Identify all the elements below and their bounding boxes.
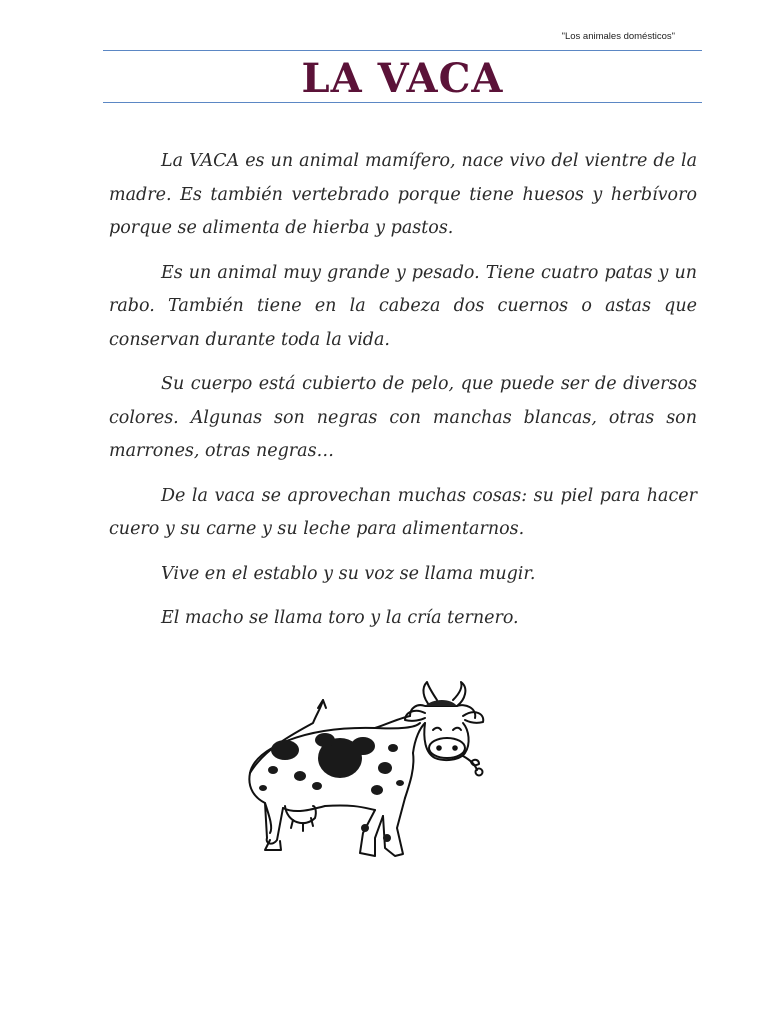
title-top-rule	[103, 50, 702, 51]
paragraph-family: El macho se llama toro y la cría ternero.	[161, 608, 519, 628]
paragraph-habitat: Vive en el establo y su voz se llama mugir.	[161, 563, 536, 584]
title-bottom-rule	[103, 102, 702, 103]
paragraph-appearance: Es un animal muy grande y pesado. Tiene cuatro patas y un rabo. También tiene en la cabeza dos cuernos o astas que conservan durante toda la vida.	[109, 262, 697, 350]
paragraph-uses: De la vaca se aprovechan muchas cosas: su piel para hacer cuero y su carne y su leche para alimentarnos.	[109, 485, 697, 539]
page-title: LA VACA	[301, 55, 504, 102]
cow-illustration-icon	[225, 678, 490, 868]
paragraph-coat: Su cuerpo está cubierto de pelo, que puede ser de diversos colores. Algunas son negras con manchas blancas, otras son marrones, otras negras…	[109, 374, 697, 461]
paragraph-definition: La VACA es un animal mamífero, nace vivo del vientre de la madre. Es también vertebrado porque tiene huesos y herbívoro porque se alimenta de hierba y pastos.	[109, 151, 697, 238]
series-label: "Los animales domésticos"	[561, 31, 675, 42]
article-body	[109, 145, 697, 647]
